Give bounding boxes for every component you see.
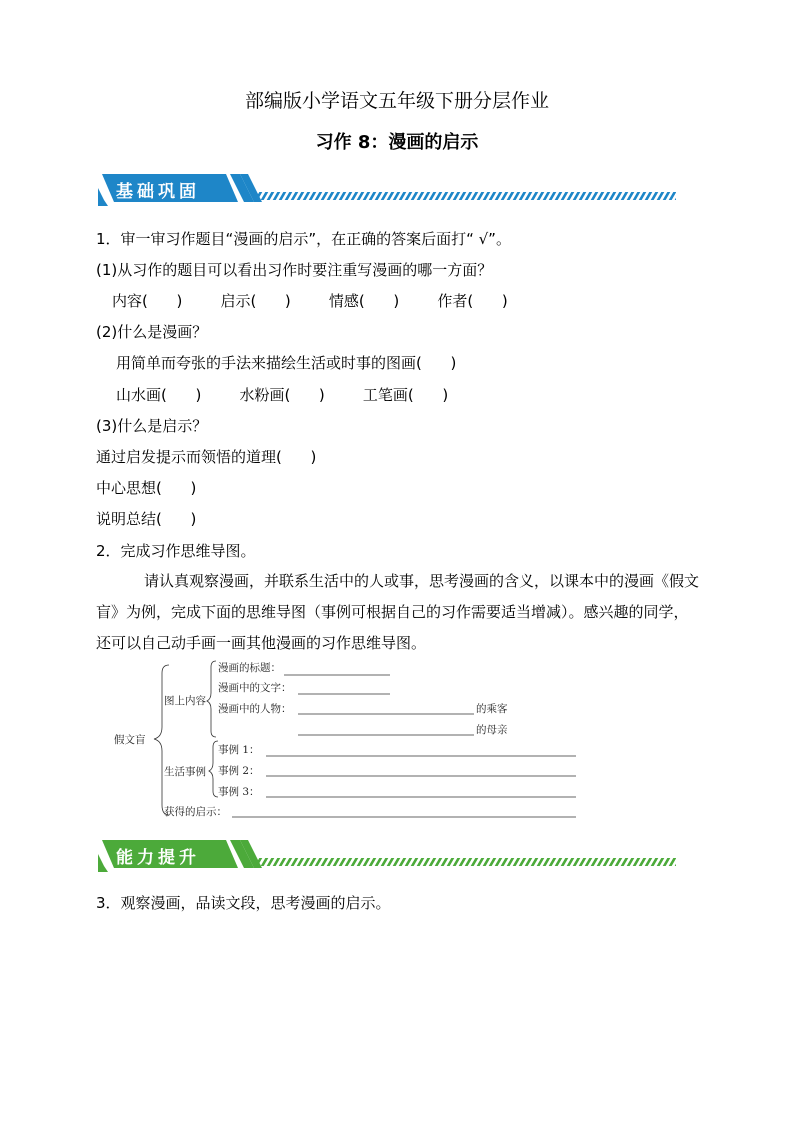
mind-map-item-people: 漫画中的人物：: [218, 703, 292, 715]
section-banner-basic: [98, 170, 678, 206]
q1-sub2: (2)什么是漫画？: [96, 323, 208, 341]
q2-stem: 2．完成习作思维导图。: [96, 542, 256, 560]
mind-map-root: 假文盲: [114, 734, 146, 746]
mind-map-example-1: 事例 1：: [218, 744, 260, 756]
section-label-basic: 基础巩固: [116, 182, 200, 202]
mind-map-branch-insight: 获得的启示：: [164, 806, 227, 818]
document-title: 部编版小学语文五年级下册分层作业: [244, 90, 549, 112]
q1-sub3: (3)什么是启示？: [96, 417, 208, 435]
q1-sub3-a: 通过启发提示而领悟的道理( ): [96, 448, 317, 466]
q1-sub1-options: 内容( ) 启示( ) 情感( ) 作者( ): [112, 292, 508, 310]
section-banner-advanced: [98, 836, 678, 872]
mind-map: [114, 657, 594, 827]
document-subtitle: 习作 8：漫画的启示: [315, 132, 479, 153]
q1-sub2-option-a: 用简单而夸张的手法来描绘生活或时事的图画( ): [116, 354, 457, 372]
mind-map-suffix-mother: 的母亲: [476, 724, 508, 736]
q1-stem: 1．审一审习作题目“漫画的启示”，在正确的答案后面打“ √”。: [96, 230, 511, 248]
q3-stem: 3．观察漫画，品读文段，思考漫画的启示。: [96, 894, 391, 912]
q1-sub3-b: 中心思想( ): [96, 479, 197, 497]
mind-map-branch-picture: 图上内容: [164, 695, 206, 707]
mind-map-suffix-passengers: 的乘客: [476, 703, 508, 715]
mind-map-branch-life: 生活事例: [164, 766, 206, 778]
mind-map-example-2: 事例 2：: [218, 765, 260, 777]
q2-paragraph: 请认真观察漫画，并联系生活中的人或事，思考漫画的含义，以课本中的漫画《假文盲》为例，完成下面的思维导图（事例可根据自己的习作需要适当增减）。感兴趣的同学，还可以自己动手画一画其他漫画的习作思维导图。: [96, 572, 700, 652]
section-label-advanced: 能力提升: [116, 848, 200, 868]
mind-map-item-text: 漫画中的文字：: [218, 682, 292, 694]
mind-map-example-3: 事例 3：: [218, 786, 260, 798]
q1-sub2-options: 山水画( ) 水粉画( ) 工笔画( ): [116, 386, 449, 404]
q1-sub1: (1)从习作的题目可以看出习作时要注重写漫画的哪一方面？: [96, 261, 493, 279]
mind-map-item-title: 漫画的标题：: [218, 662, 281, 674]
mind-map-diagram: [114, 657, 594, 827]
q1-sub3-c: 说明总结( ): [96, 510, 197, 528]
